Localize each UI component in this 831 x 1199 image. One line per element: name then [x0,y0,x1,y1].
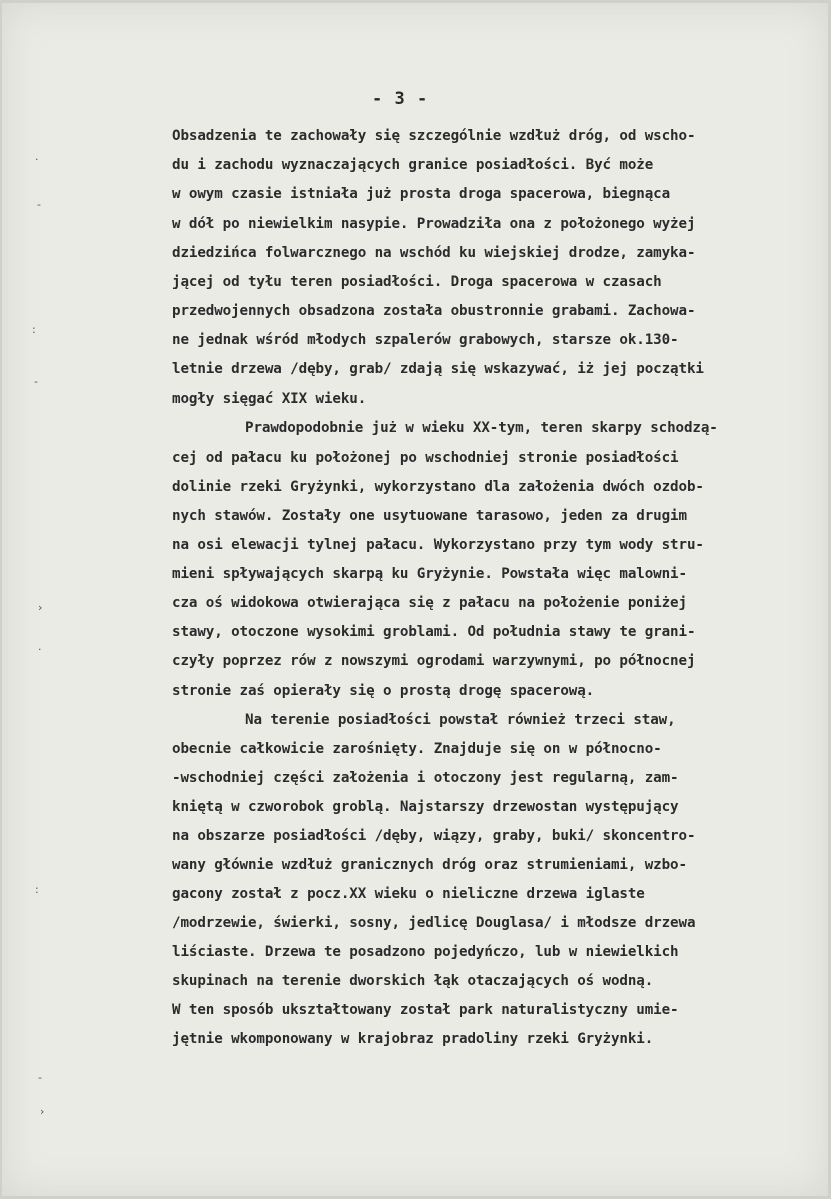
text-line: liściaste. Drzewa te posadzono pojedyńczo, lub w niewielkich [172,944,679,960]
text-line: jącej od tyłu teren posiadłości. Droga spacerowa w czasach [172,274,662,290]
margin-mark: - [38,1071,42,1084]
text-line: przedwojennych obsadzona została obustronnie grabami. Zachowa- [172,303,696,319]
margin-mark: › [38,601,43,614]
text-line: kniętą w czworobok groblą. Najstarszy drzewostan występujący [172,799,679,815]
text-line: cej od pałacu ku położonej po wschodniej stronie posiadłości [172,450,679,466]
text-line: /modrzewie, świerki, sosny, jedlicę Douglasa/ i młodsze drzewa [172,915,696,931]
text-line: obecnie całkowicie zarośnięty. Znajduje się on w północno- [172,741,662,757]
text-line: mogły sięgać XIX wieku. [172,391,367,407]
margin-mark: : [35,883,39,896]
text-line: mieni spływających skarpą ku Gryżynie. Powstała więc malowni- [172,566,687,582]
text-line: w dół po niewielkim nasypie. Prowadziła ona z położonego wyżej [172,216,696,232]
text-line: stawy, otoczone wysokimi groblami. Od południa stawy te grani- [172,624,696,640]
text-line: czyły poprzez rów z nowszymi ogrodami warzywnymi, po północnej [172,653,696,669]
margin-mark: - [37,198,41,211]
text-line: w owym czasie istniała już prosta droga spacerowa, biegnąca [172,186,671,202]
text-line: na obszarze posiadłości /dęby, wiązy, graby, buki/ skoncentro- [172,828,696,844]
text-line: ne jednak wśród młodych szpalerów grabowych, starsze ok.130- [172,332,679,348]
text-line: dolinie rzeki Gryżynki, wykorzystano dla założenia dwóch ozdob- [172,479,704,495]
paragraph-first-line: Prawdopodobnie już w wieku XX-tym, teren skarpy schodzą- [245,420,718,436]
text-line: stronie zaś opierały się o prostą drogę spacerową. [172,683,595,699]
text-line: du i zachodu wyznaczających granice posiadłości. Być może [172,157,654,173]
margin-mark: : [32,323,36,336]
margin-mark: · [38,643,42,656]
text-line: cza oś widokowa otwierająca się z pałacu na położenie poniżej [172,595,687,611]
text-line: skupinach na terenie dworskich łąk otaczających oś wodną. [172,973,654,989]
text-line: W ten sposób ukształtowany został park naturalistyczny umie- [172,1002,679,1018]
margin-mark: · [35,153,39,166]
text-line: -wschodniej części założenia i otoczony jest regularną, zam- [172,770,679,786]
page-number: - 3 - [372,89,429,109]
text-line: letnie drzewa /dęby, grab/ zdają się wskazywać, iż jej początki [172,361,704,377]
text-line: dziedzińca folwarcznego na wschód ku wiejskiej drodze, zamyka- [172,245,696,261]
text-line: wany głównie wzdłuż granicznych dróg oraz strumieniami, wzbo- [172,857,687,873]
text-line: Obsadzenia te zachowały się szczególnie wzdłuż dróg, od wscho- [172,128,696,144]
paragraph-first-line: Na terenie posiadłości powstał również trzeci staw, [245,712,676,728]
text-line: na osi elewacji tylnej pałacu. Wykorzystano przy tym wody stru- [172,537,704,553]
document-page [2,3,828,1196]
text-line: jętnie wkomponowany w krajobraz pradoliny rzeki Gryżynki. [172,1031,654,1047]
margin-mark: - [34,375,38,388]
text-line: nych stawów. Zostały one usytuowane tarasowo, jeden za drugim [172,508,687,524]
margin-mark: › [40,1105,45,1118]
text-line: gacony został z pocz.XX wieku o nieliczne drzewa iglaste [172,886,645,902]
